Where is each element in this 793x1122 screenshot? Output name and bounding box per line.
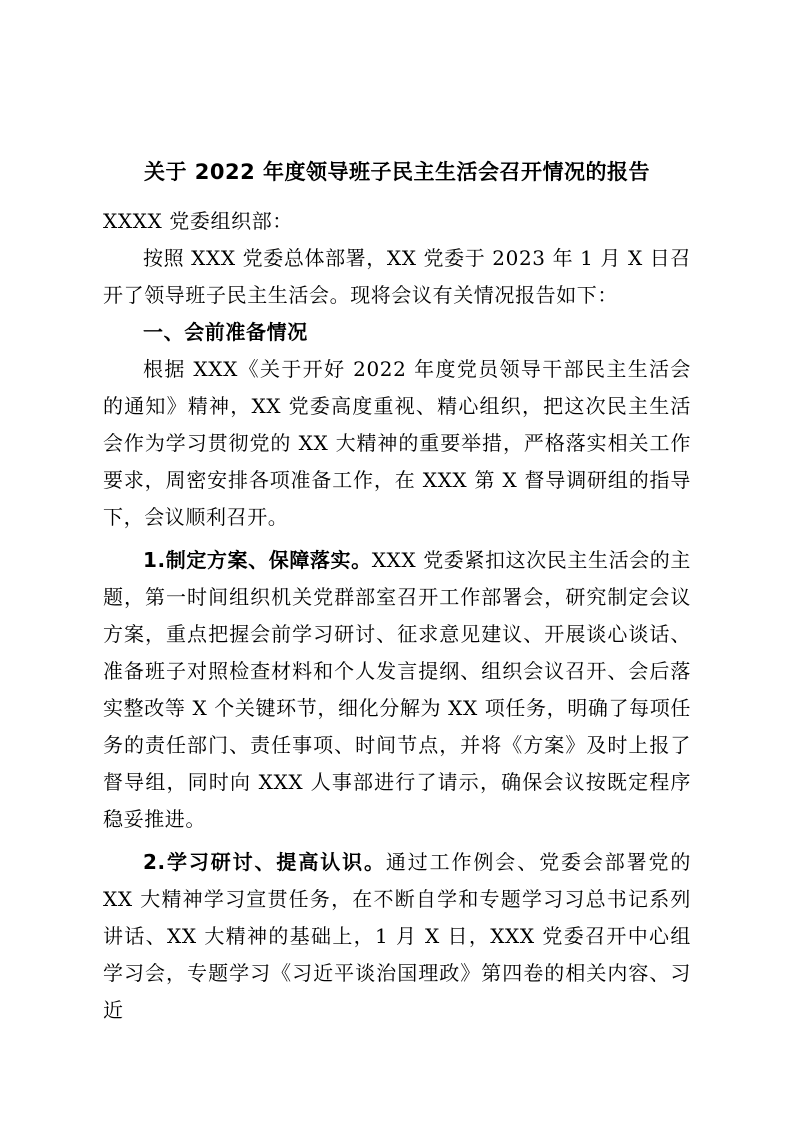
salutation: XXXX 党委组织部： <box>103 209 293 233</box>
section1-paragraph: 根据 XXX《关于开好 2022 年度党员领导干部民主生活会的通知》精神，XX 党委高度重视、精心组织，把这次民主生活会作为学习贯彻党的 XX 大精神的重要举措，严格落实相关工作要求，周密安排各项准备工作，在 XXX 第 X 督导调研组的指导下，会议顺利召开。 <box>103 357 691 529</box>
intro-paragraph: 按照 XXX 党委总体部署，XX 党委于 2023 年 1 月 X 日召开了领导班子民主生活会。现将会议有关情况报告如下： <box>103 246 691 307</box>
item2-lead: 2.学习研讨、提高认识。 <box>143 850 386 874</box>
item1-body: XXX 党委紧扣这次民主生活会的主题，第一时间组织机关党群部室召开工作部署会，研究制定会议方案，重点把握会前学习研讨、征求意见建议、开展谈心谈话、准备班子对照检查材料和个人发言提纲、组织会议召开、会后落实整改等 X 个关键环节，细化分解为 XX 项任务，明确了每项任务的责任部门、责任事项、时间节点，并将《方案》及时上报了督导组，同时向 XXX 人事部进行了请示，确保会议按既定程序稳妥推进。 <box>103 548 691 831</box>
item2-body: 通过工作例会、党委会部署党的 XX 大精神学习宣贯任务，在不断自学和专题学习习总书记系列讲话、XX 大精神的基础上，1 月 X 日，XXX 党委召开中心组学习会，专题学习《习近平谈治国理政》第四卷的相关内容、习近 <box>103 850 691 1022</box>
item1-lead: 1.制定方案、保障落实。 <box>143 548 372 572</box>
document-body <box>103 155 691 1029</box>
document-title: 关于 2022 年度领导班子民主生活会召开情况的报告 <box>143 160 651 184</box>
item2-paragraph <box>103 844 691 1029</box>
item1-paragraph <box>103 542 691 838</box>
section-heading-preparation: 一、会前准备情况 <box>143 320 308 344</box>
